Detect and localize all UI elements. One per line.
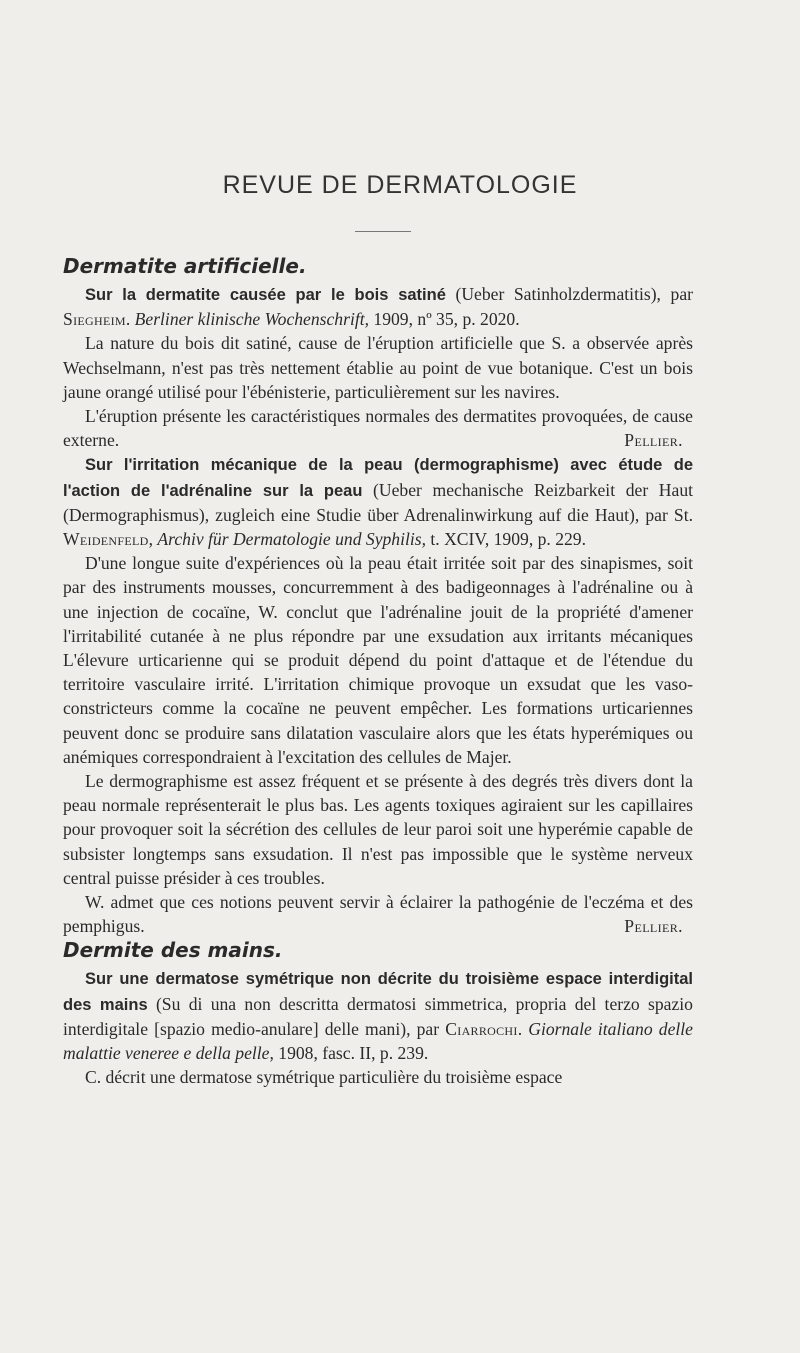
citation-text: .	[517, 1018, 529, 1039]
citation-text: t. XCIV, 1909, p. 229.	[426, 529, 586, 550]
page-content	[63, 252, 693, 1090]
citation-text: ,	[148, 529, 158, 550]
citation-text: .	[125, 309, 135, 330]
citation-text: (Ueber mechanische Reizbarkeit der Haut (Dermographismus), zugleich eine Studie über Adrenalinwirkung auf die Haut), par St.	[63, 479, 694, 525]
citation-text: (Su di una non descritta dermatosi simmetrica, propria del terzo spazio interdigitale [spazio medio-anulare] delle mani), par	[63, 993, 693, 1039]
header-rule	[355, 231, 411, 232]
article-citation-dermographisme	[63, 452, 693, 551]
section-heading-dermatite-artificielle: Dermatite artificielle.	[63, 254, 307, 278]
body-paragraph: D'une longue suite d'expériences où la peau était irritée soit par des sinapismes, soit par des instruments mousses, concurremment à des badigeonnages à l'adrénaline ou à une injection de cocaïne, W. conclut que l'adrénaline jouit de la propriété d'amener l'irritabilité cutanée à ne plus répondre par une exsudation aux irritants mécaniques L'élevure urticarienne qui se produit dépend du point d'attaque et de l'étendue du territoire vasculaire irrité. L'irritation chimique provoque un exsudat que les vaso-constricteurs comme la cocaïne ne peuvent empêcher. Les formations urticariennes peuvent donc se produire sans dilatation vasculaire alors que les états hyperémiques ou anémiques correspondraient à l'excitation des cellules de Majer.	[63, 553, 693, 767]
body-paragraph: Le dermographisme est assez fréquent et se présente à des degrés très divers dont la peau normale représenterait le plus bas. Les agents toxiques agiraient sur les capillaires pour provoquer soit la sécrétion des cellules de leur paroi soit une hyperémie capable de subsister longtemps sans exsudation. Il n'est pas impossible que le système nerveux central puisse présider à ces troubles.	[63, 771, 693, 888]
page-header: REVUE DE DERMATOLOGIE	[222, 171, 578, 199]
citation-author: Weidenfeld	[63, 529, 149, 550]
citation-text: 1909, nº 35, p. 2020.	[369, 309, 520, 330]
article-citation-dermatose-symetrique	[63, 966, 693, 1065]
paragraph-text: L'éruption présente les caractéristiques normales des dermatites provoquées, de cause externe.	[63, 406, 693, 451]
citation-text: 1908, fasc. II, p. 239.	[273, 1043, 429, 1064]
article-title: Sur la dermatite causée par le bois satiné	[85, 286, 446, 304]
article-citation-bois-satine	[63, 282, 693, 331]
article-title: Sur l'irritation mécanique de la peau (dermographisme) avec étude de l'action de l'adrénaline sur la peau	[63, 456, 693, 500]
body-paragraph: La nature du bois dit satiné, cause de l'éruption artificielle que S. a observée après Wechselmann, n'est pas très nettement établie au point de vue botanique. C'est un bois jaune orangé utilisé pour l'ébénisterie, particulièrement sur les navires.	[63, 333, 693, 402]
citation-journal: Berliner klinische Wochenschrift,	[134, 309, 370, 330]
body-paragraph	[63, 404, 693, 452]
citation-text: (Ueber Satinholzdermatitis), par	[445, 284, 693, 304]
reviewer-signature: Pellier.	[624, 916, 683, 937]
paragraph-text: W. admet que ces notions peuvent servir à éclairer la pathogénie de l'eczéma et des pemphigus.	[63, 892, 693, 937]
article-title: Sur une dermatose symétrique non décrite du troisième espace interdigital des mains	[63, 970, 693, 1014]
citation-author: Siegheim	[63, 309, 126, 330]
citation-author: Ciarrochi	[445, 1018, 518, 1039]
citation-journal: Giornale italiano delle malattie veneree e della pelle,	[63, 1018, 693, 1064]
reviewer-signature: Pellier.	[624, 430, 683, 451]
section-heading-dermite-des-mains: Dermite des mains.	[63, 938, 283, 963]
body-paragraph: C. décrit une dermatose symétrique particulière du troisième espace	[85, 1067, 563, 1088]
citation-journal: Archiv für Dermatologie und Syphilis,	[157, 529, 427, 550]
body-paragraph	[63, 890, 693, 938]
